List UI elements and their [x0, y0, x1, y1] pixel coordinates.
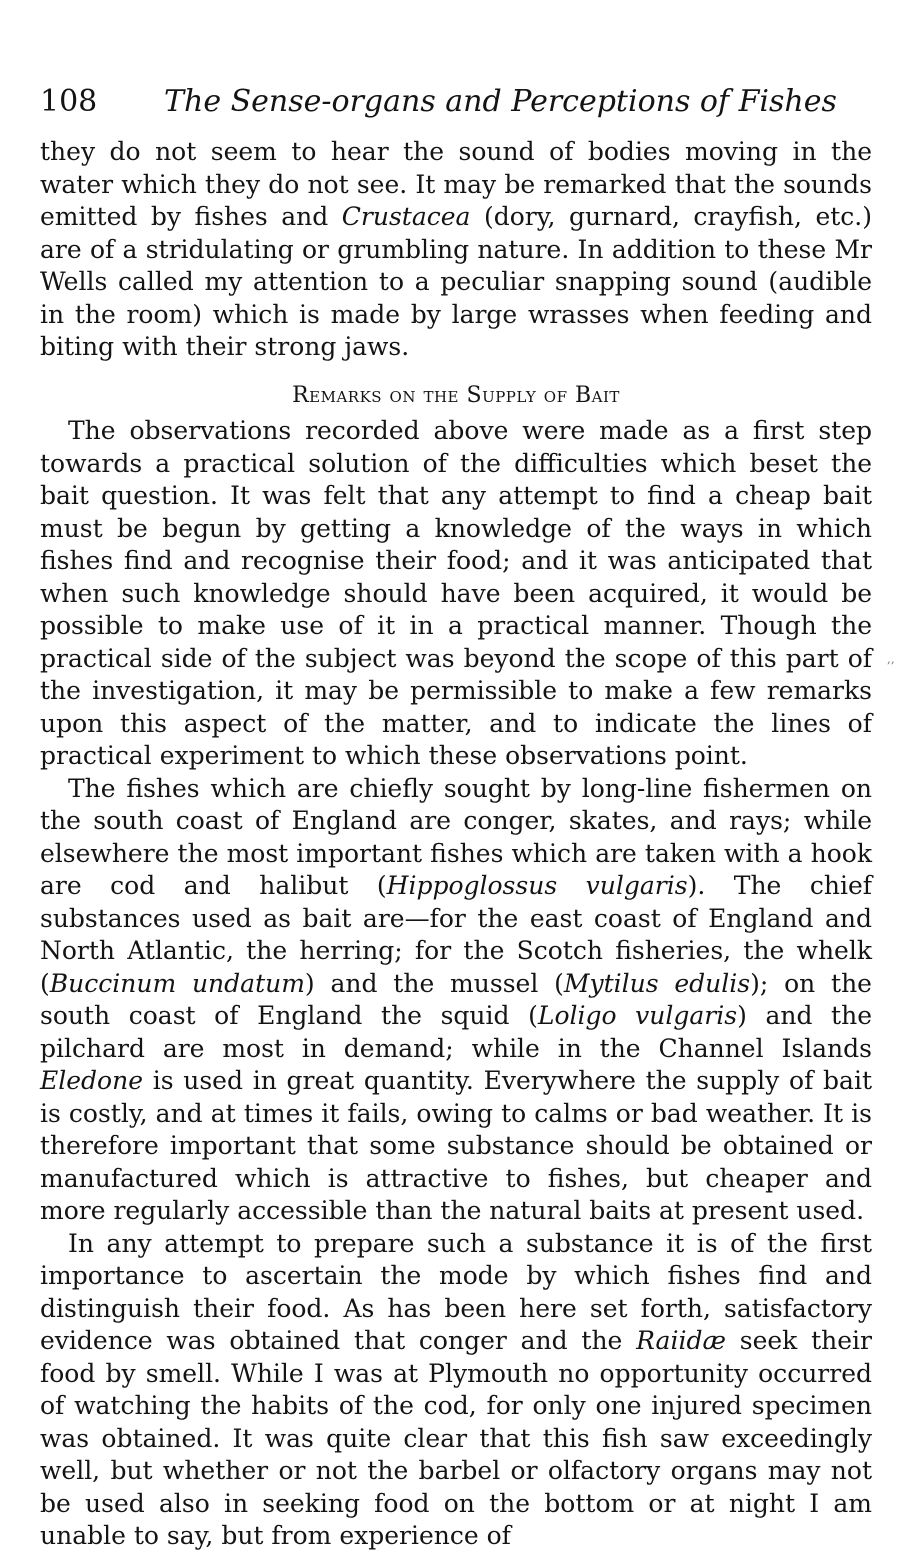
running-head [40, 78, 870, 126]
italic-term: Hippoglossus vulgaris [386, 871, 688, 900]
paragraph-4 [40, 1228, 872, 1553]
running-title: The Sense-organs and Perceptions of Fishes [164, 84, 837, 119]
text-run: is used in great quantity. Everywhere the supply of bait is costly, and at times it fails, owing to calms or bad weather. It is therefore important that some substance should be obtained or manufactured which is attractive to fishes, but cheaper and more regularly accessible than the natural baits at present used. [40, 1066, 872, 1225]
text-run: ). The chief substances used as bait are—for the east coast of England and North Atlantic, the herring; for the Scotch fisheries, the whelk ( [40, 871, 873, 998]
section-heading: Remarks on the Supply of Bait [292, 382, 620, 408]
text-run: The fishes which are chiefly sought by long-line fishermen on the south coast of England are conger, skates, and rays; while elsewhere the most important fishes which are taken with a hook are cod and halibut ( [40, 773, 872, 900]
text-run: they do not seem to hear the sound of bodies moving in the water which they do not see. It may be remarked that the sounds emitted by fishes and [40, 137, 872, 231]
paragraph-2 [40, 415, 872, 773]
italic-term: Crustacea [341, 202, 471, 231]
italic-term: Loligo vulgaris [537, 1001, 738, 1030]
italic-term: Raiidæ [636, 1326, 726, 1355]
text-run: ) and the pilchard are most in demand; while in the Channel Islands [40, 1001, 873, 1063]
italic-term: Mytilus edulis [563, 968, 751, 998]
italic-term: Eledone [40, 1066, 143, 1095]
text-run: ); on the south coast of England the squid ( [40, 968, 872, 1030]
text-run: (dory, gurnard, crayfish, etc.) are of a stridulating or grumbling nature. In addition to these Mr Wells called my attention to a peculiar snapping sound (audible in the room) which is made by large wrasses when feeding and biting with their strong jaws. [40, 202, 872, 361]
text-run: In any attempt to prepare such a substance it is of the first importance to ascertain the mode by which fishes find and distinguish their food. As has been here set forth, satisfactory evidence was obtained that conger and the [40, 1228, 872, 1355]
text-run: ) and the mussel ( [304, 968, 564, 998]
paragraph-3 [40, 773, 872, 1228]
paragraph-1 [40, 136, 872, 364]
italic-term: Buccinum undatum [49, 968, 305, 998]
margin-mark: ,, [887, 652, 895, 666]
page-number: 108 [40, 84, 98, 119]
text-run: The observations recorded above were made as a first step towards a practical solution of the difficulties which beset the bait question. It was felt that any attempt to find a cheap bait must be begun by getting a knowledge of the ways in which fishes find and recognise their food; and it was anticipated that when such knowledge should have been acquired, it would be possible to make use of it in a practical manner. Though the practical side of the subject was beyond the scope of this part of the investigation, it may be permissible to make a few remarks upon this aspect of the matter, and to indicate the lines of practical experiment to which these observations point. [40, 416, 872, 770]
body-text [40, 136, 872, 1553]
text-run: seek their food by smell. While I was at Plymouth no opportunity occurred of watching the habits of the cod, for only one injured specimen was obtained. It was quite clear that this fish saw exceedingly well, but whether or not the barbel or olfactory organs may not be used also in seeking food on the bottom or at night I am unable to say, but from experience of [40, 1326, 872, 1550]
